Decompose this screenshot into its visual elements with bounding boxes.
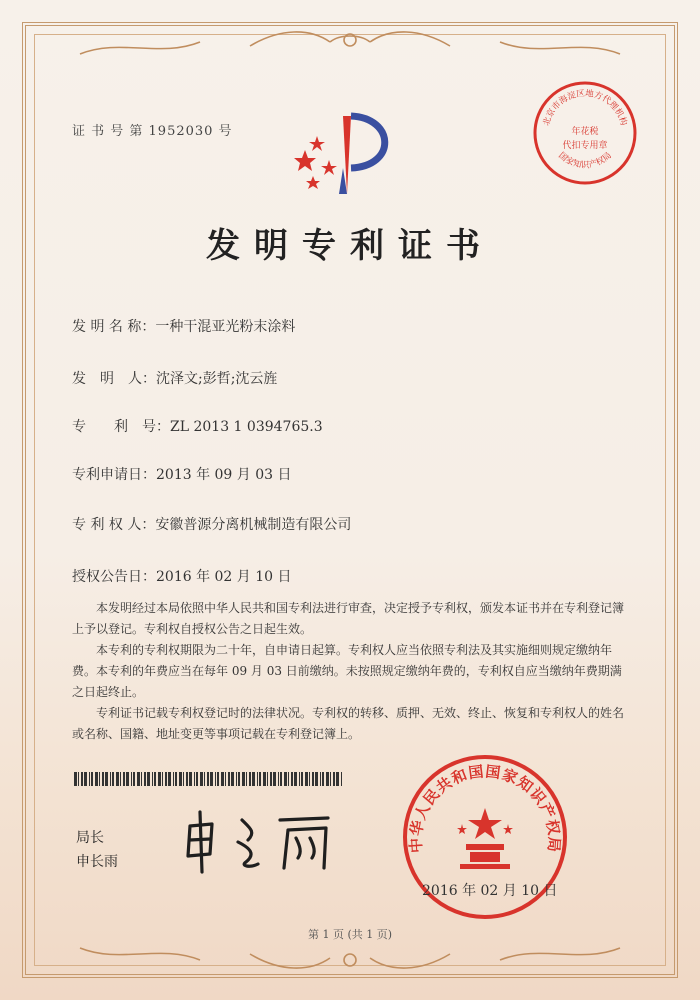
patent-office-logo: [285, 108, 405, 198]
field-application-date: 专利申请日：2013 年 09 月 03 日: [72, 467, 292, 483]
svg-text:年花税: 年花税: [571, 127, 599, 137]
page-number: 第 1 页 (共 1 页): [307, 928, 393, 941]
field-patent-number: 专 利 号：ZL 2013 1 0394765.3: [72, 419, 323, 435]
issue-date: 2016 年 02 月 10 日: [422, 883, 558, 899]
field-grant-date: 授权公告日：2016 年 02 月 10 日: [72, 569, 292, 585]
agency-tax-stamp: [530, 78, 640, 188]
certificate-body: [72, 598, 632, 745]
svg-text:北京市海淀区地方代理机构: 北京市海淀区地方代理机构: [541, 88, 629, 127]
field-invention-name: 发 明 名 称：一种干混亚光粉末涂料: [72, 319, 296, 335]
director-name: 申长雨: [76, 854, 118, 870]
svg-text:中华人民共和国国家知识产权局: 中华人民共和国国家知识产权局: [406, 762, 564, 854]
paragraph: 本专利的专利权期限为二十年，自申请日起算。专利权人应当依照专利法及其实施细则规定缴纳年费。本专利的年费应当在每年 09 月 03 日前缴纳。未按照规定缴纳年费的，专利权自应当缴纳年费期满之日起终止。: [72, 643, 622, 699]
svg-text:国家知识产权局: 国家知识产权局: [556, 150, 614, 171]
field-patentee: 专 利 权 人：安徽普源分离机械制造有限公司: [72, 517, 352, 533]
certificate-title: 发明专利证书: [206, 226, 494, 266]
field-inventor: 发 明 人：沈泽文;彭哲;沈云旌: [72, 371, 278, 387]
svg-text:代扣专用章: 代扣专用章: [562, 141, 608, 151]
paragraph: 本发明经过本局依照中华人民共和国专利法进行审查，决定授予专利权，颁发本证书并在专利登记簿上予以登记。专利权自授权公告之日起生效。: [72, 601, 625, 636]
bottom-ornament: [0, 936, 700, 976]
top-ornament: [0, 24, 700, 64]
director-signature: [180, 806, 350, 876]
director-title: 局长: [76, 830, 104, 846]
barcode: [74, 772, 344, 786]
paragraph: 专利证书记载专利权登记时的法律状况。专利权的转移、质押、无效、终止、恢复和专利权人的姓名或名称、国籍、地址变更等事项记载在专利登记簿上。: [72, 706, 625, 741]
director-block: [76, 826, 118, 874]
certificate-number: 证 书 号 第 1952030 号: [72, 124, 233, 139]
